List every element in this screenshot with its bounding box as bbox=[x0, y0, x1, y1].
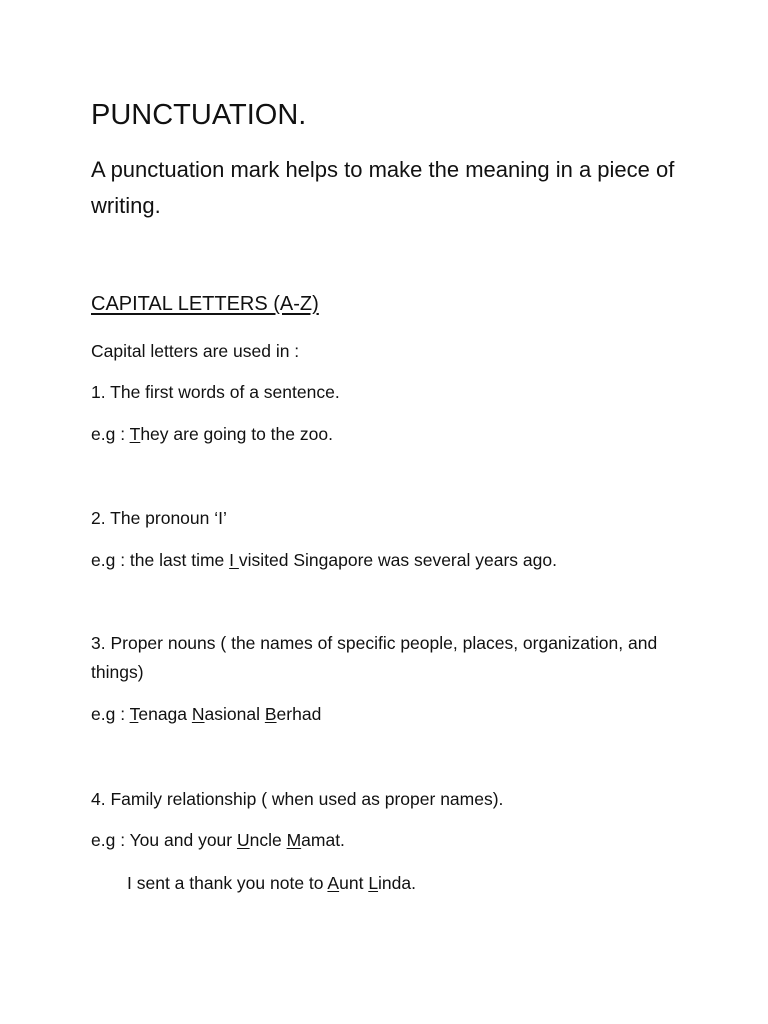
example-text: amat. bbox=[301, 830, 345, 850]
example-text: visited Singapore was several years ago. bbox=[238, 550, 557, 570]
rule-2-example bbox=[91, 548, 557, 572]
underlined-capital: M bbox=[286, 830, 302, 850]
intro-paragraph: A punctuation mark helps to make the meaning in a piece of writing. bbox=[91, 157, 675, 218]
underlined-capital: I bbox=[229, 550, 239, 570]
rule-1-example bbox=[91, 422, 333, 446]
underlined-capital: L bbox=[368, 873, 379, 893]
example-text: I sent a thank you note to bbox=[127, 873, 328, 893]
underlined-capital: U bbox=[236, 830, 250, 850]
underlined-capital: N bbox=[191, 704, 205, 724]
example-prefix: e.g : bbox=[91, 704, 130, 724]
underlined-capital: T bbox=[129, 424, 141, 444]
example-text: asional bbox=[204, 704, 265, 724]
rule-1-text: 1. The first words of a sentence. bbox=[91, 382, 340, 402]
rule-4-example bbox=[91, 828, 345, 852]
example-prefix: e.g : bbox=[91, 550, 130, 570]
section-heading: CAPITAL LETTERS (A-Z) bbox=[91, 293, 319, 315]
underlined-capital: T bbox=[129, 704, 139, 724]
example-text: enaga bbox=[138, 704, 192, 724]
example-text: hey are going to the zoo. bbox=[140, 424, 333, 444]
underlined-capital: B bbox=[264, 704, 277, 724]
example-text: erhad bbox=[276, 704, 322, 724]
example-text: ncle bbox=[249, 830, 287, 850]
rule-3-text: 3. Proper nouns ( the names of specific people, places, organization, and things) bbox=[91, 633, 658, 682]
rule-3-example bbox=[91, 702, 321, 726]
rule-4-example-2 bbox=[127, 871, 416, 895]
example-prefix: e.g : bbox=[91, 830, 130, 850]
example-text: unt bbox=[339, 873, 369, 893]
example-prefix: e.g : bbox=[91, 424, 130, 444]
rule-2-text: 2. The pronoun ‘I’ bbox=[91, 508, 227, 528]
underlined-capital: A bbox=[327, 873, 340, 893]
section-lead: Capital letters are used in : bbox=[91, 341, 300, 361]
example-text: inda. bbox=[378, 873, 416, 893]
example-text: the last time bbox=[129, 550, 230, 570]
example-text: You and your bbox=[129, 830, 237, 850]
page-title: PUNCTUATION. bbox=[91, 99, 307, 131]
rule-4-text: 4. Family relationship ( when used as proper names). bbox=[91, 789, 504, 809]
